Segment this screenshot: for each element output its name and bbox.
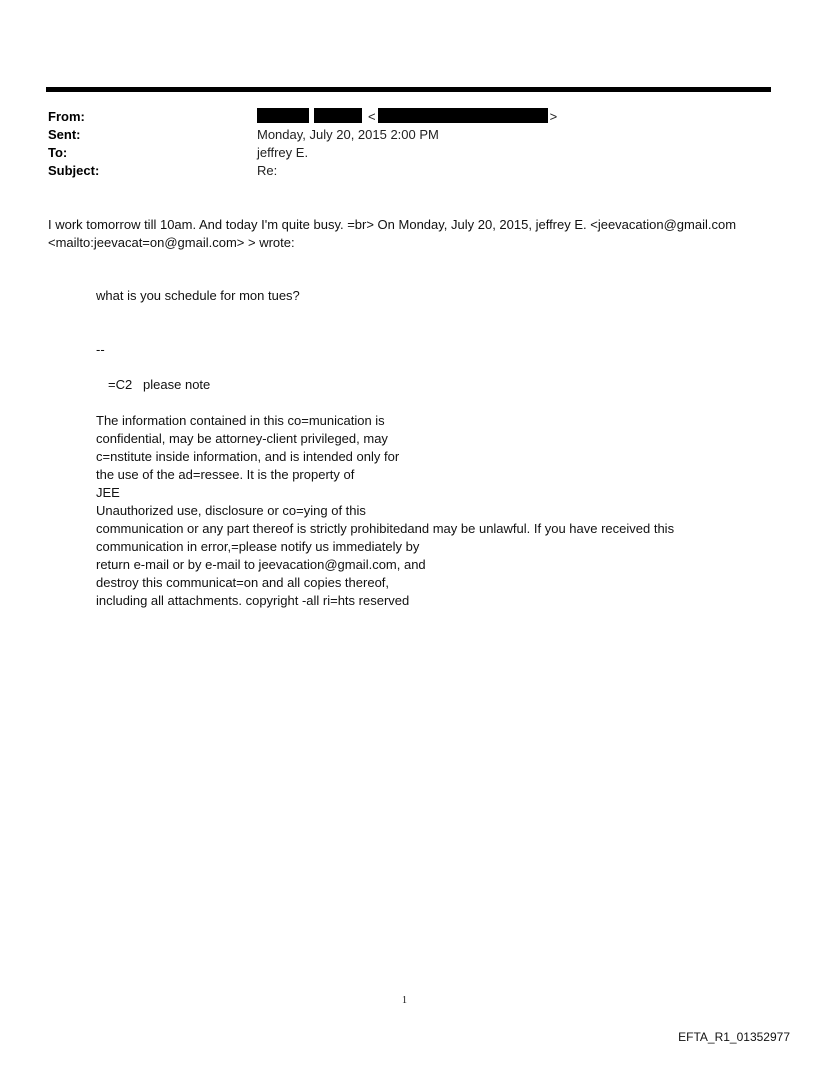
from-lt: < bbox=[368, 109, 376, 124]
disclaimer-line: the use of the ad=ressee. It is the property of bbox=[96, 467, 355, 482]
disclaimer-block bbox=[96, 412, 674, 610]
from-gt: > bbox=[549, 109, 558, 124]
disclaimer-line: The information contained in this co=munication is bbox=[96, 413, 385, 428]
from-row bbox=[48, 108, 748, 126]
disclaimer-line: confidential, may be attorney-client privileged, may bbox=[96, 431, 388, 446]
reply-text: I work tomorrow till 10am. And today I'm quite busy. =br> On Monday, July 20, 2015, jeffrey E. <jeevacation@gmail.com <mailto:jeevacat=on@gmail.com> > wrote: bbox=[48, 217, 737, 250]
email-header bbox=[48, 108, 748, 180]
redaction-block bbox=[257, 108, 309, 123]
header-rule bbox=[46, 87, 771, 92]
disclaimer-line: JEE bbox=[96, 485, 120, 500]
from-value bbox=[257, 108, 557, 126]
sent-row bbox=[48, 126, 748, 144]
from-label: From: bbox=[48, 109, 85, 124]
to-label: To: bbox=[48, 145, 68, 160]
disclaimer-line: communication in error,=please notify us immediately by bbox=[96, 539, 420, 554]
redaction-block bbox=[378, 108, 548, 123]
signature-separator: -- bbox=[96, 342, 105, 357]
sent-label: Sent: bbox=[48, 127, 81, 142]
to-value: jeffrey E. bbox=[257, 145, 309, 160]
redaction-block bbox=[314, 108, 362, 123]
quoted-question: what is you schedule for mon tues? bbox=[96, 288, 300, 303]
subject-row bbox=[48, 162, 748, 180]
page-number: 1 bbox=[402, 995, 407, 1006]
note-line: =C2 please note bbox=[108, 377, 211, 392]
subject-value: Re: bbox=[257, 163, 278, 178]
sent-value: Monday, July 20, 2015 2:00 PM bbox=[257, 127, 439, 142]
disclaimer-line: c=nstitute inside information, and is intended only for bbox=[96, 449, 400, 464]
document-id: EFTA_R1_01352977 bbox=[678, 1030, 790, 1044]
disclaimer-line: return e-mail or by e-mail to jeevacation@gmail.com, and bbox=[96, 557, 426, 572]
to-row bbox=[48, 144, 748, 162]
disclaimer-line: communication or any part thereof is strictly prohibitedand may be unlawful. If you have received this bbox=[96, 521, 675, 536]
disclaimer-line: including all attachments. copyright -all ri=hts reserved bbox=[96, 593, 410, 608]
disclaimer-line: destroy this communicat=on and all copies thereof, bbox=[96, 575, 390, 590]
disclaimer-line: Unauthorized use, disclosure or co=ying of this bbox=[96, 503, 366, 518]
subject-label: Subject: bbox=[48, 163, 100, 178]
